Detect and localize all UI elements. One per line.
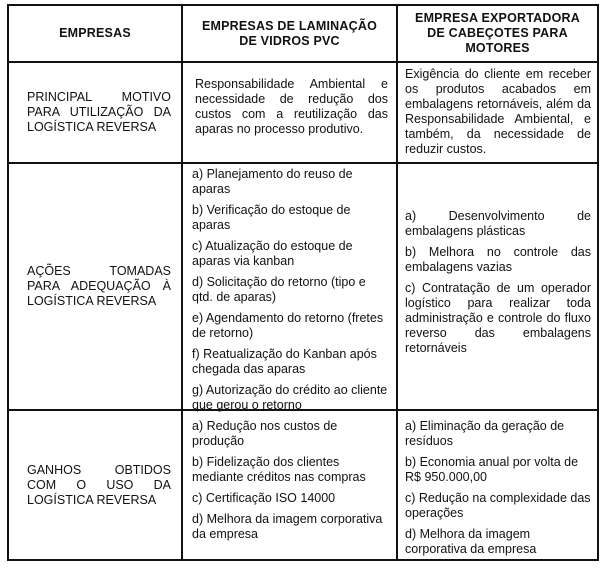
row-label-ganhos bbox=[9, 411, 181, 559]
list-item: b) Melhora no controle das embalagens vazias bbox=[405, 245, 591, 274]
list-item: c) Contratação de um operador logístico para realizar toda administração e controle do fluxo reverso das embalagens retornáveis bbox=[405, 281, 591, 355]
list-item: d) Melhora da imagem corporativa da empresa bbox=[192, 512, 383, 541]
row-label-acoes bbox=[9, 164, 181, 409]
list-item: c) Redução na complexidade das operações bbox=[405, 491, 591, 520]
row-label-line: PRINCIPAL MOTIVO bbox=[27, 90, 171, 104]
list-item: c) Certificação ISO 14000 bbox=[192, 491, 336, 505]
list-item: d) Melhora da imagem corporativa da empresa bbox=[405, 527, 537, 556]
header-empresas-text: EMPRESAS bbox=[59, 26, 131, 40]
row-label-line: LOGÍSTICA REVERSA bbox=[27, 492, 157, 507]
cell-motivo-pvc bbox=[195, 77, 388, 137]
cell-ganhos-pvc bbox=[192, 419, 390, 542]
header-empresas bbox=[9, 6, 181, 61]
list-item: b) Economia anual por volta de R$ 950.000,00 bbox=[405, 455, 579, 484]
list-item: b) Verificação do estoque de aparas bbox=[192, 203, 351, 232]
header-pvc-line: DE VIDROS PVC bbox=[239, 33, 340, 48]
header-motores bbox=[398, 6, 597, 61]
list-item: a) Redução nos custos de produção bbox=[192, 419, 338, 448]
cell-acoes-pvc bbox=[192, 167, 390, 413]
cell-text: Responsabilidade Ambiental e necessidade de redução dos custos com a reutilização das aparas no processo produtivo. bbox=[195, 77, 388, 136]
list-item: f) Reatualização do Kanban após chegada das aparas bbox=[192, 347, 377, 376]
header-motores-line: EMPRESA EXPORTADORA bbox=[415, 11, 580, 25]
cell-ganhos-motores bbox=[405, 419, 591, 557]
row-label-line: COM O USO DA bbox=[27, 477, 171, 492]
header-motores-line: DE CABEÇOTES PARA bbox=[427, 26, 568, 40]
header-pvc-line: EMPRESAS DE LAMINAÇÃO bbox=[201, 18, 378, 33]
row-label-line: AÇÕES TOMADAS bbox=[27, 264, 171, 278]
row-label-line: PARA ADEQUAÇÃO À bbox=[27, 279, 171, 293]
list-item: a) Desenvolvimento de embalagens plásticas bbox=[405, 209, 591, 238]
list-item: g) Autorização do crédito ao cliente que gerou o retorno bbox=[192, 383, 388, 412]
row-label-line: LOGÍSTICA REVERSA bbox=[27, 120, 157, 134]
row-label-line: LOGÍSTICA REVERSA bbox=[27, 294, 157, 308]
cell-acoes-motores bbox=[405, 209, 591, 356]
list-item: a) Eliminação da geração de resíduos bbox=[405, 419, 565, 448]
row-label-line: PARA UTILIZAÇÃO DA bbox=[27, 105, 171, 119]
list-item: b) Fidelização dos clientes mediante créditos nas compras bbox=[192, 455, 366, 484]
cell-text: Exigência do cliente em receber os produtos acabados em embalagens retornáveis, além da Responsabilidade Ambiental, e também, da necessidade de reduzir custos. bbox=[405, 67, 591, 156]
header-pvc bbox=[183, 6, 396, 61]
list-item: e) Agendamento do retorno (fretes de retorno) bbox=[192, 311, 384, 340]
cell-motivo-motores bbox=[405, 67, 591, 157]
list-item: a) Planejamento do reuso de aparas bbox=[192, 167, 353, 196]
row-label-motivo bbox=[9, 63, 181, 162]
list-item: c) Atualização do estoque de aparas via kanban bbox=[192, 239, 353, 268]
comparison-table bbox=[7, 4, 599, 561]
list-item: d) Solicitação do retorno (tipo e qtd. de aparas) bbox=[192, 275, 366, 304]
column-divider bbox=[396, 6, 398, 559]
header-motores-line: MOTORES bbox=[465, 41, 530, 55]
row-label-line: GANHOS OBTIDOS bbox=[27, 462, 171, 477]
column-divider bbox=[181, 6, 183, 559]
